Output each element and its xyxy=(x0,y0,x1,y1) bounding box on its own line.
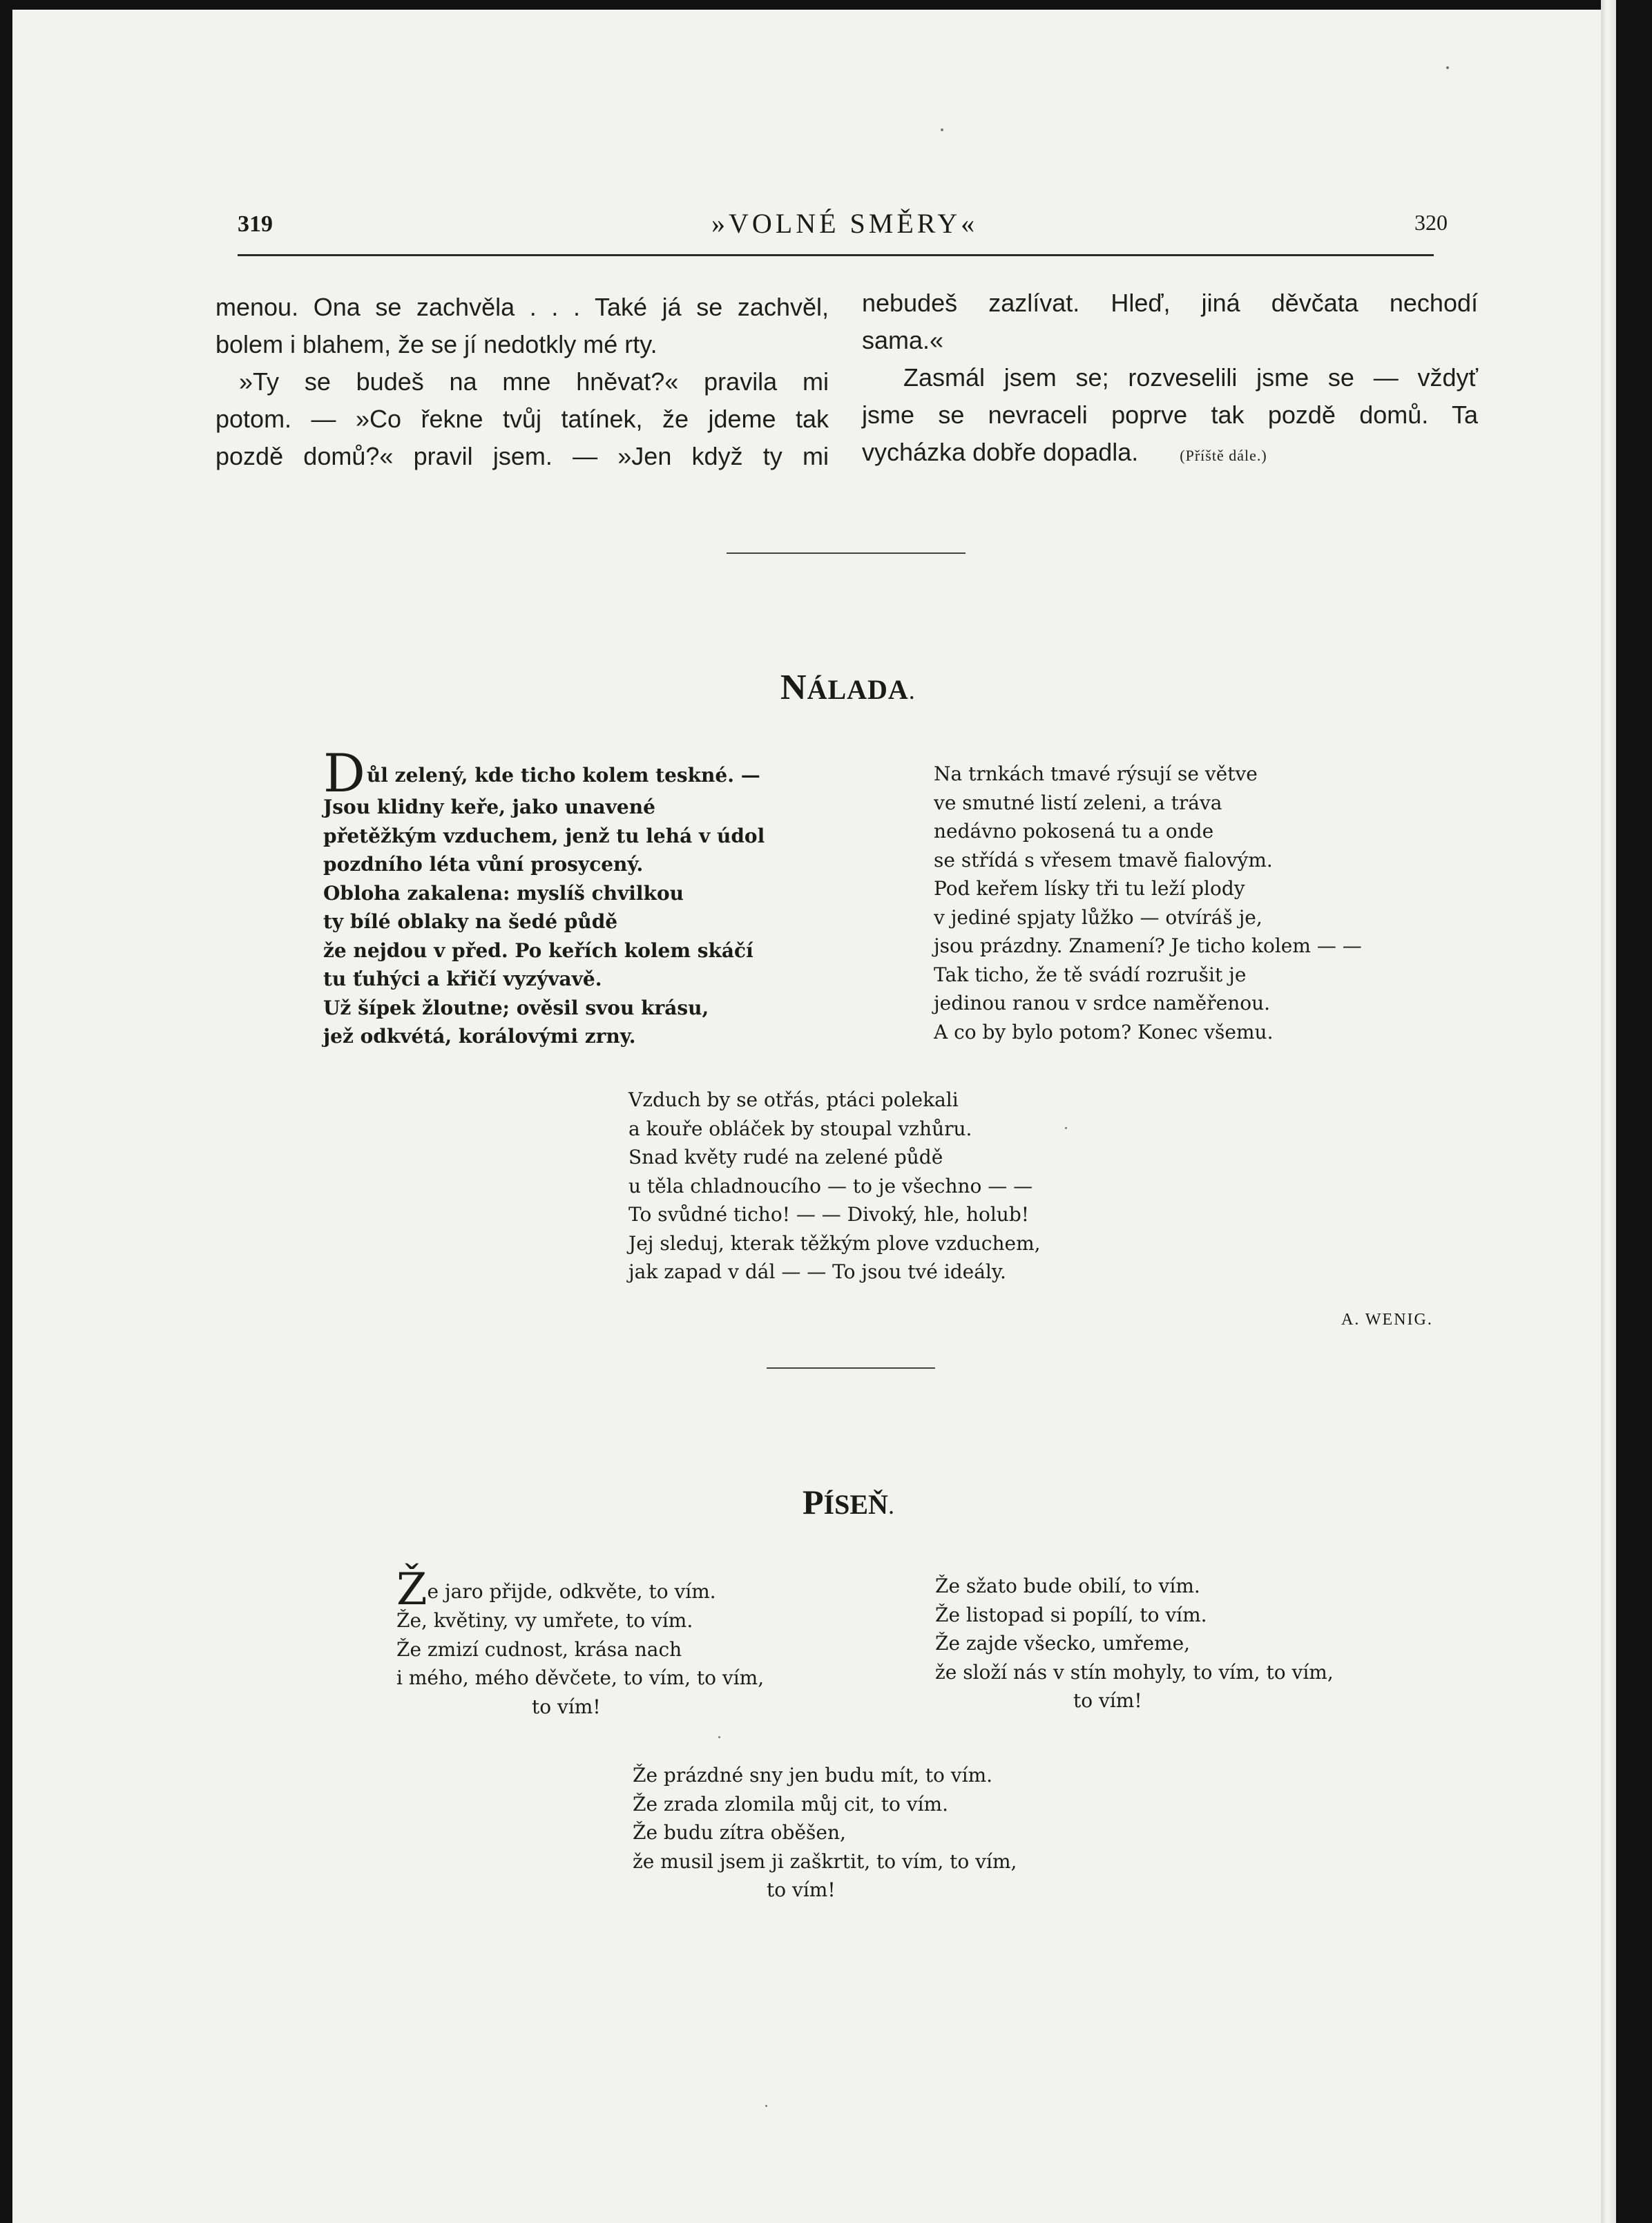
poem-line: Obloha zakalena: myslíš chvilkou xyxy=(323,881,684,905)
story-line: nebudeš zazlívat. Hleď, jiná děvčata nechodí xyxy=(862,289,1478,317)
story-line: pozdě domů?« pravil jsem. — »Jen když ty mi xyxy=(215,442,829,470)
poem-title-nalada: NÁLADA. xyxy=(780,668,916,707)
poem-line: pozdního léta vůní prosycený. xyxy=(323,853,644,876)
poem-line: A co by bylo potom? Konec všemu. xyxy=(934,1020,1274,1043)
poem-line: Snad květy rudé na zelené půdě xyxy=(628,1146,943,1168)
page-number-right: 320 xyxy=(1414,210,1448,235)
poem-line: Že zajde všecko, umřeme, xyxy=(935,1632,1191,1655)
nalada-stanza-left xyxy=(323,742,765,1051)
poem-line: ve smutné listí zeleni, a tráva xyxy=(934,791,1222,814)
poem-line: Tak ticho, že tě svádí rozrušit je xyxy=(934,963,1247,986)
story-column-right xyxy=(862,285,1478,474)
nalada-stanza-right xyxy=(934,760,1362,1046)
poem-line: přetěžkým vzduchem, jenž tu lehá v údol xyxy=(323,824,765,847)
continued-note: (Příště dále.) xyxy=(1180,447,1267,464)
poem-line: Už šípek žloutne; ověsil svou krásu, xyxy=(323,996,709,1019)
section-divider xyxy=(767,1367,935,1369)
page-number-left: 319 xyxy=(238,211,273,237)
poem-line: Že zrada zlomila můj cit, to vím. xyxy=(633,1792,948,1816)
story-line: jsme se nevraceli poprve tak pozdě domů. Ta xyxy=(862,401,1478,429)
poem-line: že složí nás v stín mohyly, to vím, to vím, xyxy=(935,1660,1334,1684)
poem-refrain: to vím! xyxy=(767,1878,836,1901)
poem-line: jsou prázdny. Znamení? Je ticho kolem — — xyxy=(934,934,1362,957)
poem-line: Že jaro přijde, odkvěte, to vím. xyxy=(396,1564,716,1615)
poem-line: Na trnkách tmavé rýsují se větve xyxy=(934,762,1258,785)
story-last-line xyxy=(862,434,1478,474)
scan-speck xyxy=(941,128,943,131)
poem-line: tu ťuhýci a křičí vyzývavě. xyxy=(323,968,602,990)
poem-line: jež odkvétá, korálovými zrny. xyxy=(323,1025,636,1048)
running-title: »VOLNÉ SMĚRY« xyxy=(711,208,979,239)
poem-line: To svůdné ticho! — — Divoký, hle, holub! xyxy=(628,1203,1030,1226)
story-line: vycházka dobře dopadla. xyxy=(862,438,1139,466)
story-line: sama.« xyxy=(862,326,944,354)
poem-line: Že zmizí cudnost, krása nach xyxy=(396,1637,682,1661)
nalada-stanza-bottom xyxy=(628,1086,1041,1287)
poem-line: se střídá s vřesem tmavě fialovým. xyxy=(934,848,1273,872)
pisen-stanza-right xyxy=(935,1572,1334,1715)
poem-line: Vzduch by se otřás, ptáci polekali xyxy=(628,1088,959,1111)
poem-refrain: to vím! xyxy=(532,1695,601,1718)
poem-line: ty bílé oblaky na šedé půdě xyxy=(323,910,618,933)
poem-line: Že sžato bude obilí, to vím. xyxy=(935,1575,1200,1597)
scan-speck xyxy=(718,1736,720,1738)
poem-line: Že prázdné sny jen budu mít, to vím. xyxy=(633,1764,993,1787)
poem-line: Že budu zítra oběšen, xyxy=(633,1821,846,1844)
poem-line: u těla chladnoucího — to je všechno — — xyxy=(628,1174,1033,1197)
header-rule xyxy=(238,254,1434,256)
poem-line: Jsou klidny keře, jako unavené xyxy=(323,796,655,818)
poem-line: i mého, mého děvčete, to vím, to vím, xyxy=(396,1666,765,1689)
poem-line: že nejdou v před. Po keřích kolem skáčí xyxy=(323,939,753,962)
story-line: »Ty se budeš na mne hněvat?« pravila mi xyxy=(239,367,829,396)
poem-line: a kouře obláček by stoupal vzhůru. xyxy=(628,1117,972,1140)
poem-line: že musil jsem ji zaškrtit, to vím, to vím, xyxy=(633,1849,1017,1873)
poem-line: jedinou ranou v srdce naměřenou. xyxy=(934,992,1271,1014)
page-edge xyxy=(1601,0,1616,2223)
poem-line: nedávno pokosená tu a onde xyxy=(934,820,1214,843)
scan-speck xyxy=(765,2105,767,2107)
scan-speck xyxy=(1446,66,1449,69)
scan-speck xyxy=(1065,1127,1067,1129)
pisen-stanza-bottom xyxy=(633,1761,1017,1905)
story-column-left xyxy=(215,289,829,475)
poem-title-pisen: PÍSEŇ. xyxy=(803,1483,894,1521)
poem-line: Že, květiny, vy umřete, to vím. xyxy=(396,1609,693,1632)
poem-line: jak zapad v dál — — To jsou tvé ideály. xyxy=(628,1260,1006,1283)
poem-line: Pod keřem lísky tři tu leží plody xyxy=(934,877,1245,900)
story-line: menou. Ona se zachvěla . . . Také já se zachvěl, xyxy=(215,293,829,321)
poem-line: Důl zelený, kde ticho kolem teskné. — xyxy=(323,742,760,804)
drop-cap: Ž xyxy=(396,1564,428,1615)
poem-line: Jej sleduj, kterak těžkým plove vzduchem, xyxy=(628,1231,1041,1255)
author-signature: A. WENIG. xyxy=(1341,1311,1433,1329)
story-line: bolem i blahem, že se jí nedotkly mé rty. xyxy=(215,330,657,358)
story-line: Zasmál jsem se; rozveselili jsme se — vždyť xyxy=(903,363,1478,392)
pisen-stanza-left xyxy=(396,1564,765,1721)
story-line: potom. — »Co řekne tvůj tatínek, že jdeme tak xyxy=(215,405,829,433)
poem-line: Že listopad si popílí, to vím. xyxy=(935,1603,1207,1626)
poem-line: v jediné spjaty lůžko — otvíráš je, xyxy=(934,905,1262,929)
poem-refrain: to vím! xyxy=(1073,1689,1142,1712)
drop-cap: D xyxy=(323,742,365,804)
section-divider xyxy=(727,552,966,554)
